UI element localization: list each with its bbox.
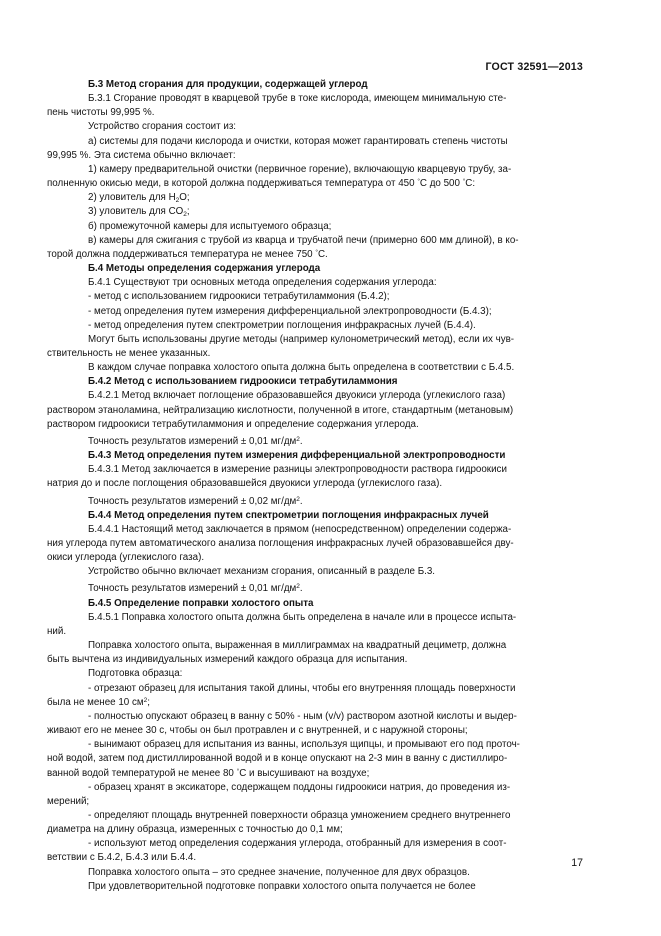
paragraph (47, 625, 583, 639)
paragraph (88, 667, 583, 681)
text-line: живают его не менее 30 с, чтобы он был протравлен и с внутренней, и с наружной стороны; (47, 725, 468, 737)
paragraph (47, 106, 583, 120)
text-line: Б.4.2.1 Метод включает поглощение образовавшейся двуокиси углерода (углекислого газа) (88, 390, 506, 402)
paragraph (88, 220, 583, 234)
paragraph (88, 565, 583, 579)
degree-sign: ° (462, 178, 466, 186)
text-line: ствительность не менее указанных. (47, 347, 211, 359)
text-line: . (299, 583, 303, 595)
text-line: Б.4 Методы определения содержания углерода (88, 263, 321, 275)
list-item (88, 305, 583, 319)
paragraph (88, 205, 583, 219)
paragraph (88, 92, 583, 106)
text-line: пень чистоты 99,995 %. (47, 107, 155, 119)
text-line: Б.4.4.1 Настоящий метод заключается в прямом (непосредственном) определении содержа- (88, 523, 512, 535)
text-line: - используют метод определения содержания углерода, отобранный для измерения в соот- (88, 838, 507, 850)
paragraph (88, 276, 583, 290)
paragraph (47, 149, 583, 163)
text-line: ной водой, затем под дистиллированной водой и в конце опускают на 2-3 мин в ванну с дистиллиро- (47, 753, 508, 765)
text-line: ветствии с Б.4.2, Б.4.3 или Б.4.4. (47, 852, 197, 864)
text-line: Б.4.3 Метод определения путем измерения дифференциальной электропроводности (88, 450, 506, 462)
subscript: 2 (183, 211, 187, 219)
list-item (88, 837, 583, 851)
text-line: полненную окисью меди, в которой должна поддерживаться температура от 450 (47, 178, 418, 190)
paragraph (88, 234, 583, 248)
text-line: Подготовка образца: (88, 668, 183, 680)
text-line: 2) уловитель для H (88, 192, 176, 204)
paragraph (47, 347, 583, 361)
superscript: 2 (143, 696, 148, 704)
text-line: . (299, 495, 303, 507)
text-line: Б.4.5.1 Поправка холостого опыта должна быть определена в начале или в процессе испыта- (88, 611, 517, 623)
text-line: Точность результатов измерений ± 0,02 мг/дм (88, 495, 297, 507)
text-line: раствором гидроокиси тетрабутиламмония и определение содержания углерода. (47, 418, 419, 430)
text-line: а) системы для подачи кислорода и очистки, которая может гарантировать степень чистоты (88, 135, 508, 147)
text-line: 99,995 %. Эта система обычно включает: (47, 149, 236, 161)
degree-sign: ° (315, 248, 318, 256)
list-item (88, 809, 583, 823)
text-line: ний. (47, 625, 67, 637)
text-line: - образец хранят в эксикаторе, содержащем поддоны гидроокиси натрия, до проведения из- (88, 781, 511, 793)
text-line: Поправка холостого опыта – это среднее значение, полученное для двух образцов. (88, 866, 470, 878)
text-line: . (299, 435, 303, 447)
text-line: диаметра на длину образца, измеренных с точностью до 0,1 мм; (47, 824, 343, 836)
list-item (88, 682, 583, 696)
section-heading-b45 (88, 597, 583, 611)
paragraph (47, 404, 583, 418)
paragraph (88, 135, 583, 149)
text-line: При удовлетворительной подготовке поправки холостого опыта получается не более (88, 880, 476, 892)
superscript: 2 (296, 583, 300, 591)
paragraph (88, 333, 583, 347)
paragraph (47, 177, 583, 191)
text-line: мерений; (47, 795, 90, 807)
list-item (47, 851, 583, 865)
degree-sign: ° (236, 767, 240, 775)
paragraph (88, 866, 583, 880)
section-heading-b3 (88, 78, 583, 92)
text-line: - определяют площадь внутренней поверхности образца умножением среднего внутреннего (88, 809, 511, 821)
text-line: торой должна поддерживаться температура не менее 750 (47, 248, 316, 260)
text-line: Б.4.2 Метод с использованием гидроокиси тетрабутиламмония (88, 376, 398, 388)
paragraph (88, 435, 583, 449)
text-line: В каждом случае поправка холостого опыта должна быть определена в соответствии с Б.4.5. (88, 362, 515, 374)
list-item (47, 823, 583, 837)
paragraph (88, 361, 583, 375)
paragraph (88, 120, 583, 134)
superscript: 2 (296, 495, 300, 503)
text-line: ; (147, 696, 150, 708)
superscript: 2 (296, 435, 300, 443)
text-line: ; (186, 206, 190, 218)
list-item (88, 290, 583, 304)
paragraph (88, 495, 583, 509)
text-line: - вынимают образец для испытания из ванны, используя щипцы, и промывают его под проточ- (88, 739, 520, 751)
text-line: Точность результатов измерений ± 0,01 мг/дм (88, 435, 297, 447)
text-line: быть вычтена из индивидуальных измерений каждого образца для испытания. (47, 654, 408, 666)
text-line: Устройство обычно включает механизм сгорания, описанный в разделе Б.3. (88, 566, 436, 578)
document-body (47, 78, 583, 894)
paragraph (88, 880, 583, 894)
list-item (47, 795, 583, 809)
page-number: 17 (571, 857, 583, 869)
text-line: 1) камеру предварительной очистки (первичное горение), включающую кварцевую трубу, за- (88, 163, 512, 175)
list-item (47, 696, 583, 710)
text-line: Могут быть использованы другие методы (например кулонометрический метод), если их чув- (88, 333, 515, 345)
list-item (47, 767, 583, 781)
text-line: C. (317, 248, 328, 260)
text-line: C до 500 (419, 178, 463, 190)
text-line: Точность результатов измерений ± 0,01 мг/дм (88, 583, 297, 595)
text-line: Б.3.1 Сгорание проводят в кварцевой трубе в токе кислорода, имеющем минимальную сте- (88, 93, 507, 105)
paragraph (88, 582, 583, 596)
paragraph (88, 463, 583, 477)
paragraph (47, 653, 583, 667)
text-line: - метод с использованием гидроокиси тетрабутиламмония (Б.4.2); (88, 291, 390, 303)
paragraph (47, 551, 583, 565)
text-line: Б.4.5 Определение поправки холостого опыта (88, 597, 314, 609)
text-line: C и высушивают на воздухе; (239, 767, 370, 779)
degree-sign: ° (417, 178, 420, 186)
text-line: б) промежуточной камеры для испытуемого образца; (88, 220, 332, 232)
document-header-code: ГОСТ 32591—2013 (485, 61, 583, 73)
paragraph (88, 639, 583, 653)
text-line: Б.4.4 Метод определения путем спектрометрии поглощения инфракрасных лучей (88, 509, 489, 521)
list-item (47, 724, 583, 738)
paragraph (88, 523, 583, 537)
text-line: 3) уловитель для CO (88, 206, 184, 218)
section-heading-b4 (88, 262, 583, 276)
text-line: - метод определения путем спектрометрии поглощения инфракрасных лучей (Б.4.4). (88, 319, 476, 331)
list-item (88, 319, 583, 333)
list-item (47, 752, 583, 766)
section-heading-b43 (88, 449, 583, 463)
text-line: Б.3 Метод сгорания для продукции, содержащей углерод (88, 79, 368, 90)
paragraph (88, 163, 583, 177)
subscript: 2 (175, 197, 180, 205)
text-line: окиси углерода (углекислого газа). (47, 552, 205, 564)
paragraph (88, 389, 583, 403)
text-line: - метод определения путем измерения дифференциальной электропроводности (Б.4.3); (88, 305, 492, 317)
text-line: C: (465, 178, 476, 190)
text-line: была не менее 10 см (47, 696, 144, 708)
section-heading-b44 (88, 509, 583, 523)
section-heading-b42 (88, 375, 583, 389)
text-line: Б.4.3.1 Метод заключается в измерение разницы электропроводности раствора гидроокиси (88, 464, 507, 476)
paragraph (47, 418, 583, 432)
text-line: ванной водой температурой не менее 80 (47, 767, 237, 779)
paragraph (88, 611, 583, 625)
paragraph (47, 537, 583, 551)
text-line: - отрезают образец для испытания такой длины, чтобы его внутренняя площадь поверхности (88, 682, 516, 694)
text-line: Устройство сгорания состоит из: (88, 121, 237, 133)
text-line: раствором этаноламина, нейтрализацию кислотности, полученной в итоге, стандартным (метановым) (47, 404, 514, 416)
text-line: O; (179, 192, 190, 204)
text-line: в) камеры для сжигания с трубой из кварца и трубчатой печи (примерно 600 мм длиной), в ко- (88, 234, 519, 246)
paragraph (47, 248, 583, 262)
text-line: Б.4.1 Существуют три основных метода определения содержания углерода: (88, 277, 437, 289)
text-line: натрия до и после поглощения образовавшейся двуокиси углерода (углекислого газа). (47, 478, 443, 490)
list-item (88, 781, 583, 795)
list-item (88, 738, 583, 752)
paragraph (47, 477, 583, 491)
text-line: ния углерода путем автоматического анализа поглощения инфракрасных лучей образовавшейся дву- (47, 538, 514, 549)
list-item (88, 710, 583, 724)
paragraph (88, 191, 583, 205)
text-line: Поправка холостого опыта, выраженная в миллиграммах на квадратный дециметр, должна (88, 640, 507, 652)
text-line: - полностью опускают образец в ванну с 50% - ным (v/v) раствором азотной кислоты и выдер- (88, 710, 517, 722)
